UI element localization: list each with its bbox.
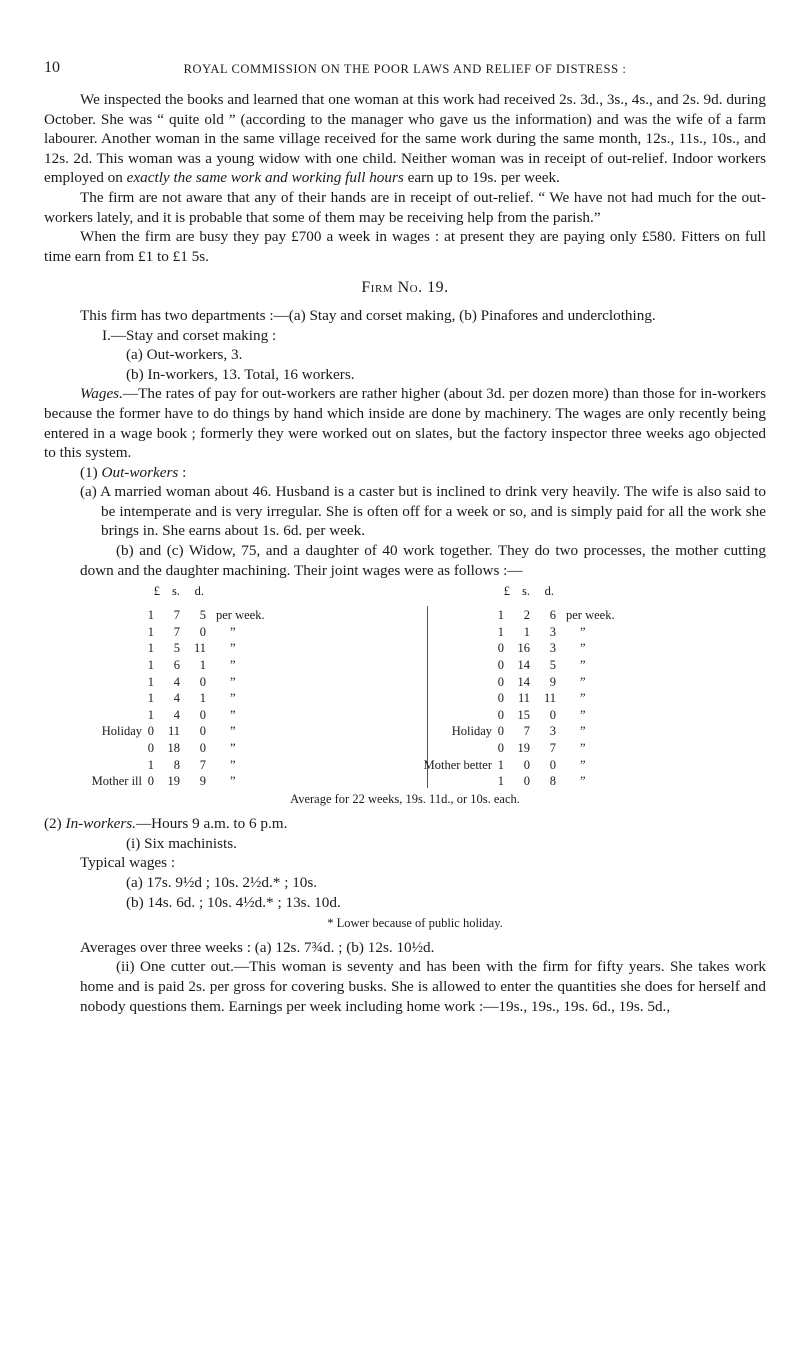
wages-pence: 0 [199,741,206,756]
wages-per-week: ” [230,691,236,706]
wages-pounds: 1 [497,624,504,639]
paragraph-inspection: We inspected the books and learned that one woman at this work had received 2s. 3d., 3s., 4s., and 2s. 9d. during October. She was “ quite old ” (according to the manager who gave us the information) and was the wife of a farm labourer. Another woman in the same village received for the same work during the same month, 12s., 11s., 10s., and 12s. 2d. This woman was a young widow with one child. Neither woman was in receipt of out-relief. Indoor workers employed on exactly the same work and working full hours earn up to 19s. per week. [44,91,766,187]
inworkers-heading: (2) In-workers.—Hours 9 a.m. to 6 p.m. [44,815,288,833]
wages-pounds: 1 [147,707,154,722]
wages-pounds: 1 [147,608,154,623]
wages-per-week: ” [230,724,236,739]
wages-per-week: ” [580,674,586,689]
wages-pounds: 0 [497,674,504,689]
wages-pounds: 1 [147,691,154,706]
italic-phrase: exactly the same work and working full hours [126,169,404,187]
wages-pence: 8 [549,774,556,789]
wages-per-week: ” [580,774,586,789]
wages-shillings: 7 [523,724,530,739]
wages-shillings: 7 [173,608,180,623]
wages-shillings: 0 [523,774,530,789]
wages-pence: 1 [199,658,206,673]
wages-shillings: 8 [173,757,180,772]
case-bc: (b) and (c) Widow, 75, and a daughter of 40 work together. They do two processes, the mother cutting down and the daughter machining. Their joint wages were as follows :— [80,542,766,579]
averages-line: Averages over three weeks : (a) 12s. 7¾d. ; (b) 12s. 10½d. [80,938,435,956]
wages-pounds: 0 [497,691,504,706]
wages-shillings: 0 [523,757,530,772]
wages-label: Wages. [80,385,123,403]
wages-shillings: 6 [173,658,180,673]
wages-pounds: 0 [497,658,504,673]
wages-header-cell: £ [503,584,510,599]
wages-pence: 5 [199,608,206,623]
wages-per-week: ” [230,658,236,673]
wages-row-note: Mother better [423,757,492,772]
firm-intro: This firm has two departments :—(a) Stay and corset making, (b) Pinafores and underclothing. [80,306,656,324]
wages-shillings: 4 [173,691,180,706]
typical-wages-label: Typical wages : [80,854,176,872]
wages-shillings: 14 [517,658,530,673]
wages-pence: 7 [549,741,556,756]
machinists-line: (i) Six machinists. [126,834,237,852]
wages-shillings: 19 [517,741,530,756]
wages-pounds: 0 [497,741,504,756]
wages-pence: 3 [549,724,556,739]
wages-pence: 0 [199,707,206,722]
wages-per-week: per week. [216,608,265,623]
wages-header-cell: s. [172,584,180,599]
wages-pence: 0 [199,624,206,639]
wages-shillings: 5 [173,641,180,656]
wages-per-week: ” [230,757,236,772]
wages-pence: 5 [549,658,556,673]
wages-shillings: 11 [167,724,180,739]
wages-per-week: ” [230,624,236,639]
wages-pence: 1 [199,691,206,706]
running-header [44,58,766,78]
wages-pounds: 1 [497,774,504,789]
wages-pounds: 1 [497,757,504,772]
wages-pounds: 1 [147,658,154,673]
wages-pounds: 1 [147,624,154,639]
wages-pounds: 1 [147,641,154,656]
wages-pounds: 1 [147,757,154,772]
wages-per-week: ” [230,674,236,689]
wages-per-week: ” [580,658,586,673]
wages-per-week: ” [580,741,586,756]
wages-pence: 3 [549,641,556,656]
wages-pence: 0 [549,707,556,722]
wages-shillings: 16 [517,641,530,656]
inworkers-count: (b) In-workers, 13. Total, 16 workers. [126,365,355,383]
wages-average: Average for 22 weeks, 19s. 11d., or 10s. each. [290,792,520,807]
wages-shillings: 4 [173,707,180,722]
wages-row-note: Mother ill [91,774,142,789]
wages-pence: 11 [543,691,556,706]
wages-per-week: ” [230,707,236,722]
wages-pence: 0 [199,674,206,689]
wages-per-week: ” [230,641,236,656]
wages-shillings: 19 [167,774,180,789]
wages-pence: 0 [549,757,556,772]
wages-pounds: 0 [497,724,504,739]
wages-pence: 11 [193,641,206,656]
wages-paragraph: Wages.—The rates of pay for out-workers are rather higher (about 3d. per dozen more) than those for in-workers because the former have to do things by hand which inside are done by machinery. The wages are only recently being entered in a wage book ; formerly they were worked out on slates, but the factory inspector three weeks ago objected to this system. [44,385,766,462]
typical-wage-a: (a) 17s. 9½d ; 10s. 2½d.* ; 10s. [126,874,318,892]
wages-shillings: 11 [517,691,530,706]
wages-pence: 9 [199,774,206,789]
wages-shillings: 4 [173,674,180,689]
wages-header-cell: s. [522,584,530,599]
wages-per-week: ” [230,774,236,789]
wages-table [44,582,766,807]
wages-per-week: ” [580,707,586,722]
page-number: 10 [44,59,60,76]
cutter-paragraph: (ii) One cutter out.—This woman is seventy and has been with the firm for fifty years. She takes work home and is paid 2s. per gross for covering busks. She is allowed to enter the quantities she does for herself and nobody questions them. Earnings per week including home work :—19s., 19s., 19s. 6d., 19s. 5d., [80,958,766,1015]
wages-row-note: Holiday [451,724,492,739]
dept-stay-corset: I.—Stay and corset making : [102,326,277,344]
wages-pence: 6 [549,608,556,623]
wages-pence: 0 [199,724,206,739]
wages-per-week: ” [580,757,586,772]
wages-pounds: 0 [147,741,154,756]
wages-pence: 9 [549,674,556,689]
wages-shillings: 14 [517,674,530,689]
outworkers-count: (a) Out-workers, 3. [126,346,243,364]
wages-shillings: 7 [173,624,180,639]
paragraph-out-relief: The firm are not aware that any of their hands are in receipt of out-relief. “ We have not had much for the out-workers lately, and it is probable that some of them may be receiving help from the parish.” [44,188,766,226]
wages-shillings: 15 [517,707,530,722]
wages-per-week: ” [580,691,586,706]
wages-header-cell: £ [153,584,160,599]
wages-pounds: 1 [497,608,504,623]
wages-shillings: 1 [523,624,530,639]
wages-header-cell: d. [544,584,554,599]
wages-per-week: ” [580,724,586,739]
wages-row-note: Holiday [101,724,142,739]
wages-pounds: 0 [497,707,504,722]
case-a: (a) A married woman about 46. Husband is a caster but is inclined to drink very heavily. The wife is also said to be intemperate and is very irregular. She is often off for a week or so, and is simply paid for all the work she brings in. She earns about 1s. 6d. per week. [80,483,766,540]
wages-pence: 7 [199,757,206,772]
wages-header-cell: d. [194,584,204,599]
header-title: ROYAL COMMISSION ON THE POOR LAWS AND RELIEF OF DISTRESS : [183,62,627,76]
outworkers-heading: (1) Out-workers : [80,463,187,481]
wages-shillings: 18 [167,741,180,756]
typical-wage-b: (b) 14s. 6d. ; 10s. 4½d.* ; 13s. 10d. [126,893,341,911]
paragraph-wages-busy: When the firm are busy they pay £700 a week in wages : at present they are paying only £580. Fitters on full time earn from £1 to £1 5s. [44,228,766,265]
wages-pounds: 0 [497,641,504,656]
footnote: * Lower because of public holiday. [327,916,503,931]
wages-pence: 3 [549,624,556,639]
wages-pounds: 0 [147,724,154,739]
wages-per-week: ” [230,741,236,756]
wages-per-week: ” [580,624,586,639]
wages-per-week: ” [580,641,586,656]
wages-shillings: 2 [523,608,530,623]
wages-pounds: 0 [147,774,154,789]
wages-per-week: per week. [566,608,615,623]
body-text [44,90,766,1016]
wages-pounds: 1 [147,674,154,689]
firm-heading: Firm No. 19. [361,279,449,297]
